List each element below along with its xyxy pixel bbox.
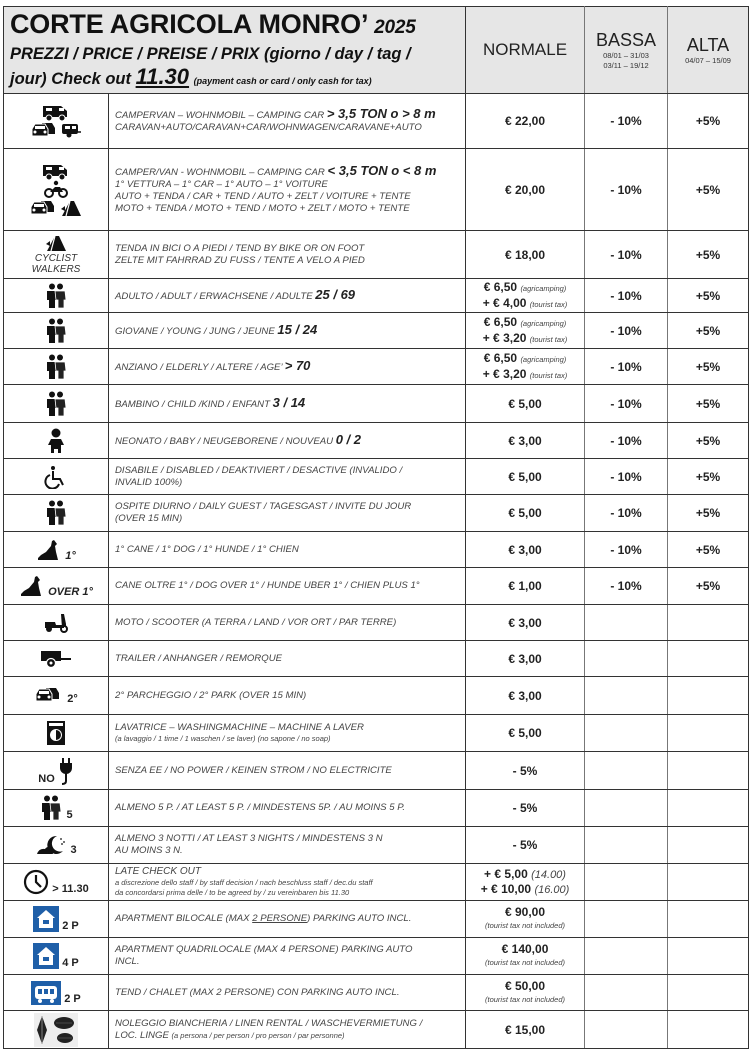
- icon-label: CYCLIST: [34, 252, 78, 264]
- price-bassa: - 10%: [585, 349, 668, 385]
- icon-cell: [4, 459, 109, 495]
- table-row: [4, 605, 749, 641]
- price-normale: € 20,00: [466, 149, 585, 231]
- table-row: [4, 827, 749, 864]
- scooter-icon: [42, 614, 70, 631]
- price-normale: € 18,00: [466, 231, 585, 279]
- price-alta: [668, 605, 749, 641]
- clock-icon: [23, 873, 49, 890]
- icon-cell: [4, 790, 109, 827]
- chalet-icon: [31, 984, 61, 1001]
- icon-cell: [4, 938, 109, 975]
- description-cell: GIOVANE / YOUNG / JUNG / JEUNE 15 / 24: [109, 313, 466, 349]
- description-cell: MOTO / SCOOTER (A TERRA / LAND / VOR ORT / PAR TERRE): [109, 605, 466, 641]
- icon-cell: [4, 495, 109, 532]
- price-alta: +5%: [668, 423, 749, 459]
- icon-label: NO: [38, 772, 55, 785]
- price-normale: € 22,00: [466, 94, 585, 149]
- price-alta: +5%: [668, 279, 749, 313]
- price-normale: € 5,00: [466, 385, 585, 423]
- icon-cell: [4, 349, 109, 385]
- price-alta: [668, 677, 749, 715]
- price-alta: [668, 790, 749, 827]
- price-table: [3, 6, 749, 1049]
- cars-icon: [34, 687, 64, 704]
- wheelchair-icon: [44, 468, 68, 485]
- price-alta: +5%: [668, 231, 749, 279]
- price-alta: +5%: [668, 94, 749, 149]
- price-normale: - 5%: [466, 790, 585, 827]
- price-normale: € 3,00: [466, 532, 585, 568]
- price-normale: € 6,50 (agricamping) + € 4,00 (tourist tax): [466, 279, 585, 313]
- table-row: [4, 423, 749, 459]
- price-alta: +5%: [668, 532, 749, 568]
- icon-label: 2°: [67, 692, 78, 705]
- people-icon: [39, 799, 63, 816]
- icon-cell: [4, 149, 109, 231]
- table-header: [4, 7, 749, 94]
- icon-cell: [4, 605, 109, 641]
- icon-cell: [4, 568, 109, 605]
- description-cell: TENDA IN BICI O A PIEDI / TEND BY BIKE OR ON FOOT ZELTE MIT FAHRRAD ZU FUSS / TENTE A VELO A PIED: [109, 231, 466, 279]
- table-row: [4, 752, 749, 790]
- dog-icon: [19, 577, 45, 594]
- tent-icon: [59, 199, 83, 216]
- page-title: CORTE AGRICOLA MONRO’ 2025: [10, 9, 416, 39]
- price-bassa: [585, 715, 668, 752]
- column-header-normale: NORMALE: [466, 7, 585, 94]
- price-normale: € 140,00 (tourist tax not included): [466, 938, 585, 975]
- table-row: [4, 313, 749, 349]
- table-row: [4, 901, 749, 938]
- description-cell: SENZA EE / NO POWER / KEINEN STROM / NO ELECTRICITE: [109, 752, 466, 790]
- table-row: [4, 385, 749, 423]
- description-cell: APARTMENT BILOCALE (MAX 2 PERSONE) PARKING AUTO INCL.: [109, 901, 466, 938]
- table-row: [4, 568, 749, 605]
- description-cell: CAMPER/VAN - WOHNMOBIL – CAMPING CAR < 3,5 TON o < 8 m 1° VETTURA – 1° CAR – 1° AUTO – 1° VOITURE AUTO + TENDA / CAR + TEND / AUTO + ZELT / VOITURE + TENTE MOTO + TENDA / MOTO + TEND / MOTO + ZELT / MOTO + TENTE: [109, 149, 466, 231]
- price-normale: € 50,00 (tourist tax not included): [466, 975, 585, 1011]
- price-alta: +5%: [668, 568, 749, 605]
- icon-cell: [4, 975, 109, 1011]
- icon-cell: [4, 231, 109, 279]
- icon-label: OVER 1°: [48, 586, 93, 598]
- description-cell: ALMENO 3 NOTTI / AT LEAST 3 NIGHTS / MINDESTENS 3 N AU MOINS 3 N.: [109, 827, 466, 864]
- people-icon: [44, 358, 68, 375]
- price-alta: [668, 938, 749, 975]
- price-alta: +5%: [668, 349, 749, 385]
- column-header-bassa: BASSA 08/01 – 31/03 03/11 – 19/12: [585, 7, 668, 94]
- price-normale: - 5%: [466, 827, 585, 864]
- icon-cell: [4, 1011, 109, 1049]
- baby-icon: [47, 432, 65, 449]
- price-bassa: [585, 752, 668, 790]
- subtitle: PREZZI / PRICE / PREISE / PRIX (giorno / day / tag /: [10, 45, 411, 63]
- price-normale: € 6,50 (agricamping) + € 3,20 (tourist tax): [466, 349, 585, 385]
- table-row: [4, 790, 749, 827]
- plug-icon: [58, 762, 74, 779]
- price-bassa: - 10%: [585, 423, 668, 459]
- icon-label: > 11.30: [52, 883, 89, 895]
- price-bassa: - 10%: [585, 568, 668, 605]
- table-row: [4, 677, 749, 715]
- description-cell: 2° PARCHEGGIO / 2° PARK (OVER 15 MIN): [109, 677, 466, 715]
- price-alta: [668, 864, 749, 901]
- price-bassa: - 10%: [585, 149, 668, 231]
- price-bassa: [585, 827, 668, 864]
- icon-label: 1°: [65, 549, 76, 562]
- price-bassa: - 10%: [585, 532, 668, 568]
- icon-label: 3: [70, 844, 77, 856]
- price-bassa: - 10%: [585, 385, 668, 423]
- price-alta: +5%: [668, 149, 749, 231]
- checkout-time: 11.30: [135, 64, 190, 89]
- price-bassa: [585, 677, 668, 715]
- price-normale: € 5,00: [466, 459, 585, 495]
- description-cell: DISABILE / DISABLED / DEAKTIVIERT / DESACTIVE (INVALIDO / INVALID 100%): [109, 459, 466, 495]
- price-normale: € 3,00: [466, 423, 585, 459]
- price-alta: [668, 641, 749, 677]
- table-row: [4, 1011, 749, 1049]
- table-row: [4, 231, 749, 279]
- table-row: [4, 349, 749, 385]
- linen-icon: [34, 1021, 78, 1038]
- table-row: [4, 94, 749, 149]
- table-row: [4, 938, 749, 975]
- cars-icon: [30, 121, 60, 138]
- icon-label: WALKERS: [31, 263, 81, 275]
- description-cell: NEONATO / BABY / NEUGEBORENE / NOUVEAU 0 / 2: [109, 423, 466, 459]
- description-cell: ALMENO 5 P. / AT LEAST 5 P. / MINDESTENS 5P. / AU MOINS 5 P.: [109, 790, 466, 827]
- price-alta: +5%: [668, 459, 749, 495]
- price-bassa: [585, 641, 668, 677]
- price-normale: € 1,00: [466, 568, 585, 605]
- table-row: [4, 495, 749, 532]
- table-row: [4, 459, 749, 495]
- icon-cell: [4, 827, 109, 864]
- price-bassa: - 10%: [585, 313, 668, 349]
- price-alta: [668, 715, 749, 752]
- price-normale: € 5,00: [466, 715, 585, 752]
- description-cell: 1° CANE / 1° DOG / 1° HUNDE / 1° CHIEN: [109, 532, 466, 568]
- description-cell: TRAILER / ANHANGER / REMORQUE: [109, 641, 466, 677]
- checkout-line: jour) Check out 11.30 (payment cash or card / only cash for tax): [10, 64, 372, 89]
- table-row: [4, 715, 749, 752]
- camper-icon: [41, 103, 71, 120]
- description-cell: LATE CHECK OUT a discrezione dello staff / by staff decision / nach beschluss staff / dec.du staff da concordarsi prima delle / to be agreed by / zu vereinbaren bis 11.30: [109, 864, 466, 901]
- price-alta: +5%: [668, 385, 749, 423]
- description-cell: ADULTO / ADULT / ERWACHSENE / ADULTE 25 / 69: [109, 279, 466, 313]
- icon-label: 5: [66, 809, 73, 821]
- payment-note: (payment cash or card / only cash for tax): [193, 76, 372, 86]
- dog-icon: [36, 541, 62, 558]
- price-alta: [668, 1011, 749, 1049]
- icon-cell: [4, 677, 109, 715]
- table-row: [4, 864, 749, 901]
- description-cell: OSPITE DIURNO / DAILY GUEST / TAGESGAST / INVITE DU JOUR (OVER 15 MIN): [109, 495, 466, 532]
- price-bassa: [585, 901, 668, 938]
- price-normale: € 3,00: [466, 677, 585, 715]
- price-alta: +5%: [668, 495, 749, 532]
- moon-night-icon: [35, 836, 67, 853]
- people-icon: [44, 287, 68, 304]
- description-cell: APARTMENT QUADRILOCALE (MAX 4 PERSONE) PARKING AUTO INCL.: [109, 938, 466, 975]
- description-cell: CANE OLTRE 1° / DOG OVER 1° / HUNDE UBER 1° / CHIEN PLUS 1°: [109, 568, 466, 605]
- description-cell: BAMBINO / CHILD /KIND / ENFANT 3 / 14: [109, 385, 466, 423]
- price-normale: € 6,50 (agricamping) + € 3,20 (tourist tax): [466, 313, 585, 349]
- house-icon: [33, 947, 59, 964]
- icon-cell: [4, 752, 109, 790]
- table-row: [4, 279, 749, 313]
- price-bassa: - 10%: [585, 495, 668, 532]
- price-normale: € 5,00: [466, 495, 585, 532]
- people-icon: [44, 504, 68, 521]
- price-alta: +5%: [668, 313, 749, 349]
- price-bassa: - 10%: [585, 459, 668, 495]
- icon-label: 4 P: [62, 957, 79, 969]
- table-row: [4, 532, 749, 568]
- price-alta: [668, 975, 749, 1011]
- washing-machine-icon: [46, 724, 66, 741]
- icon-cell: [4, 385, 109, 423]
- price-alta: [668, 827, 749, 864]
- price-normale: - 5%: [466, 752, 585, 790]
- price-bassa: [585, 790, 668, 827]
- price-bassa: [585, 1011, 668, 1049]
- icon-cell: [4, 864, 109, 901]
- price-normale: € 3,00: [466, 605, 585, 641]
- table-row: [4, 641, 749, 677]
- price-bassa: [585, 975, 668, 1011]
- people-icon: [44, 395, 68, 412]
- price-bassa: [585, 938, 668, 975]
- price-bassa: - 10%: [585, 94, 668, 149]
- people-icon: [44, 322, 68, 339]
- price-bassa: - 10%: [585, 231, 668, 279]
- description-cell: NOLEGGIO BIANCHERIA / LINEN RENTAL / WASCHEVERMIETUNG / LOC. LINGE (a persona / per person / pro person / par personne): [109, 1011, 466, 1049]
- icon-cell: [4, 279, 109, 313]
- description-cell: LAVATRICE – WASHINGMACHINE – MACHINE A LAVER (a lavaggio / 1 time / 1 waschen / se laver) (no sapone / no soap): [109, 715, 466, 752]
- table-row: [4, 975, 749, 1011]
- icon-cell: [4, 94, 109, 149]
- caravan-icon: [60, 121, 82, 138]
- icon-cell: [4, 423, 109, 459]
- table-row: [4, 149, 749, 231]
- icon-cell: [4, 901, 109, 938]
- icon-cell: [4, 532, 109, 568]
- description-cell: CAMPERVAN – WOHNMOBIL – CAMPING CAR > 3,5 TON o > 8 m CARAVAN+AUTO/CARAVAN+CAR/WOHNWAGEN/CARAVANE+AUTO: [109, 94, 466, 149]
- icon-cell: [4, 715, 109, 752]
- price-normale: € 3,00: [466, 641, 585, 677]
- price-alta: [668, 752, 749, 790]
- camper-icon: [41, 162, 71, 179]
- icon-cell: [4, 313, 109, 349]
- icon-cell: [4, 641, 109, 677]
- description-cell: TEND / CHALET (MAX 2 PERSONE) CON PARKING AUTO INCL.: [109, 975, 466, 1011]
- price-bassa: - 10%: [585, 279, 668, 313]
- price-bassa: [585, 605, 668, 641]
- price-normale: + € 5,00 (14.00) + € 10,00 (16.00): [466, 864, 585, 901]
- column-header-alta: ALTA 04/07 – 15/09: [668, 7, 749, 94]
- icon-label: 2 P: [64, 992, 81, 1005]
- price-normale: € 15,00: [466, 1011, 585, 1049]
- price-bassa: [585, 864, 668, 901]
- title-cell: [4, 7, 466, 94]
- cars-icon: [29, 199, 59, 216]
- price-normale: € 90,00 (tourist tax not included): [466, 901, 585, 938]
- description-cell: ANZIANO / ELDERLY / ALTERE / AGE’ > 70: [109, 349, 466, 385]
- motorbike-icon: [44, 181, 68, 198]
- house-icon: [33, 910, 59, 927]
- tent-icon: [44, 235, 68, 252]
- icon-label: 2 P: [62, 920, 79, 932]
- trailer-icon: [39, 650, 73, 667]
- price-alta: [668, 901, 749, 938]
